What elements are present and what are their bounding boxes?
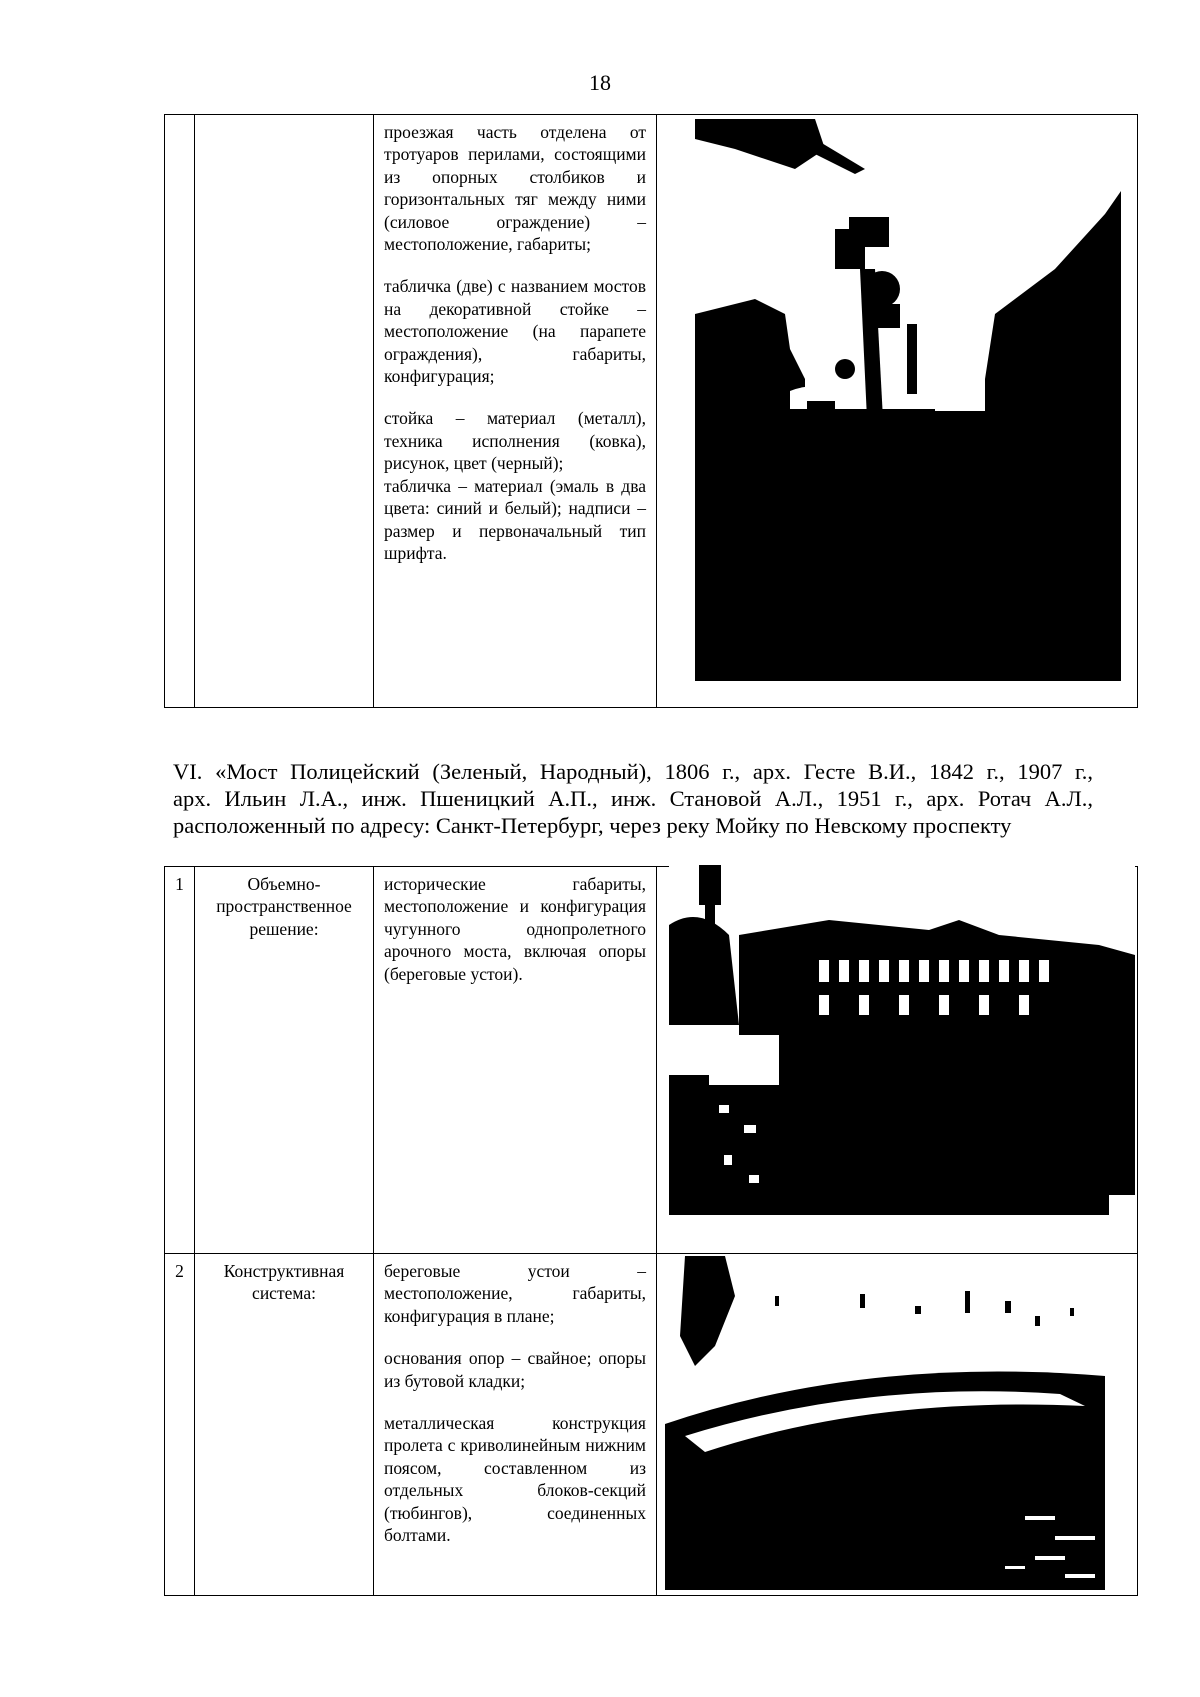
description-paragraph: береговые устои – местоположение, габариты, конфигурация в плане; [384,1261,646,1326]
description-paragraph: металлическая конструкция пролета с криволинейным нижним поясом, составленном из отдельных блоков-секций (тюбингов), соединенных болтами. [384,1413,646,1546]
bridge-arch-photo-icon [665,1256,1105,1590]
cell-description [374,867,657,1254]
cell-description [374,1254,657,1596]
cell-number: 1 [165,867,195,1254]
description-paragraph: табличка (две) с названием мостов на декоративной стойке – местоположение (на парапете ограждения), габариты, конфигурация; [384,276,646,387]
heading-line: расположенный по адресу: Санкт-Петербург, через реку Мойку по Невскому проспекту [173,813,1012,838]
section-heading [173,758,1093,839]
cell-photo [657,115,1138,708]
heading-line: VI. «Мост Полицейский (Зеленый, Народный), 1806 г., арх. Гесте В.И., 1842 г., 1907 г., [173,759,1093,784]
table-row [165,867,1138,1254]
bridge-embankment-photo-icon [669,865,1135,1215]
cell-name: Объемно-пространственное решение: [195,867,374,1254]
description-paragraph: проезжая часть отделена от тротуаров перилами, состоящими из опорных столбиков и горизонтальных тяг между ними (силовое ограждение) – местоположение, габариты; [384,122,646,255]
cell-number [165,115,195,708]
heading-line: арх. Ильин Л.А., инж. Пшеницкий А.П., инж. Становой А.Л., 1951 г., арх. Ротач А.Л., [173,786,1093,811]
table-bottom [164,866,1138,1596]
description-paragraph: исторические габариты, местоположение и конфигурация чугунного однопролетного арочного моста, включая опоры (береговые устои). [384,874,646,984]
cell-name: Конструктивная система: [195,1254,374,1596]
cell-number: 2 [165,1254,195,1596]
cell-name [195,115,374,708]
table-row [165,115,1138,708]
cell-photo [657,867,1138,1254]
table-top [164,114,1138,708]
street-sign-photo-icon [695,119,1121,681]
description-paragraph: табличка – материал (эмаль в два цвета: синий и белый); надписи – размер и первоначальный тип шрифта. [384,475,646,563]
description-paragraph: основания опор – свайное; опоры из бутовой кладки; [384,1348,646,1391]
page-number: 18 [589,70,611,95]
cell-photo [657,1254,1138,1596]
cell-description [374,115,657,708]
table-row [165,1254,1138,1596]
description-paragraph: стойка – материал (металл), техника исполнения (ковка), рисунок, цвет (черный); [384,408,646,474]
